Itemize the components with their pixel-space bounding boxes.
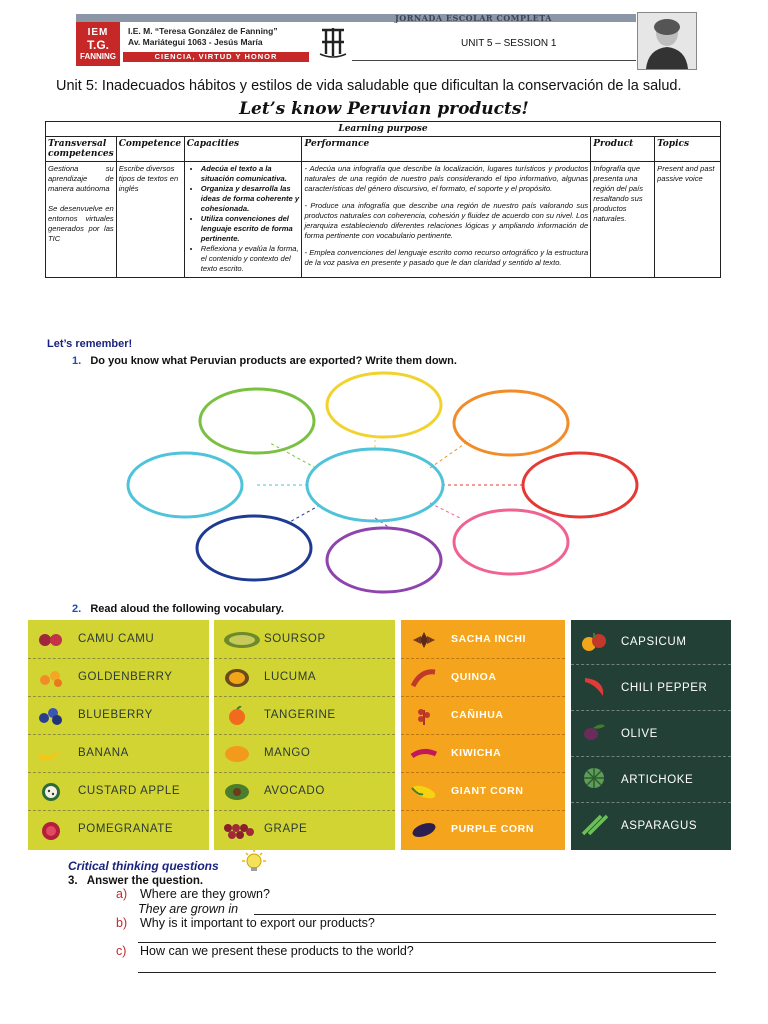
purple-corn-icon <box>409 820 439 840</box>
olive-icon <box>579 720 609 744</box>
transversal-item: Gestiona su aprendizaje de manera autónoma <box>48 164 114 193</box>
competence-cell: Escribe diversos tipos de textos en inglés <box>116 162 184 278</box>
vocab-label: CUSTARD APPLE <box>78 785 181 797</box>
vocab-label: CAMU CAMU <box>78 633 155 645</box>
artichoke-icon <box>579 766 609 790</box>
vocab-label: SACHA INCHI <box>451 633 527 645</box>
vocab-label: CAPSICUM <box>621 636 687 648</box>
answer-line[interactable] <box>138 972 716 973</box>
performance-item: - Produce una infografía que describe una región de nuestro país valorando sus productos naturales con coherencia, cohesión y fluidez de acuerdo con su nivel. Los jerarquiza estableciendo diferentes relaciones lógicas y ampliando información de forma pertinente con vocabulario pertinente. <box>304 201 589 240</box>
col-header: Capacities <box>184 137 302 162</box>
capacity-item: • Utiliza convenciones del lenguaje escrito de forma pertinente. <box>201 214 300 244</box>
vocab-label: KIWICHA <box>451 747 502 759</box>
question-number: 1. <box>72 355 82 367</box>
vocab-label: GOLDENBERRY <box>78 671 173 683</box>
page-title: Let’s know Peruvian products! <box>239 99 529 119</box>
vocab-item <box>401 696 565 735</box>
portrait-icon <box>638 13 696 69</box>
question-letter: a) <box>116 887 128 901</box>
transversal-item: Se desenvuelve en entornos virtuales generados por las TIC <box>48 204 114 243</box>
vocab-label: ASPARAGUS <box>621 820 698 832</box>
quinoa-icon <box>409 668 439 688</box>
chili-pepper-icon <box>579 674 609 698</box>
tangerine-icon <box>222 706 252 726</box>
vocab-label: SOURSOP <box>264 633 326 645</box>
lightbulb-icon <box>238 850 270 874</box>
school-info <box>128 26 278 48</box>
bubble-right[interactable] <box>523 453 637 517</box>
vocab-label: GIANT CORN <box>451 785 524 797</box>
vocab-item <box>214 734 395 773</box>
capacities-cell <box>184 162 302 278</box>
question-letter: b) <box>116 916 128 930</box>
vocabulary-panel-grains <box>401 620 565 850</box>
canihua-icon <box>409 706 439 726</box>
vocab-item <box>571 620 731 665</box>
sacha-inchi-icon <box>409 630 439 650</box>
table-header-row <box>46 137 721 162</box>
capacity-item: • Organiza y desarrolla las ideas de forma coherente y cohesionada. <box>201 184 300 214</box>
question-number: 3. <box>68 875 78 887</box>
goldenberry-icon <box>36 668 66 688</box>
question-text: How can we present these products to the world? <box>140 944 414 958</box>
capacity-item: • Adecúa el texto a la situación comunicativa. <box>201 164 300 184</box>
bubble-top-left[interactable] <box>200 389 314 453</box>
question-text: Read aloud the following vocabulary. <box>90 603 284 615</box>
connector <box>430 440 470 468</box>
vocab-item <box>401 734 565 773</box>
remember-heading: Let’s remember! <box>47 338 133 350</box>
asparagus-icon <box>579 812 609 836</box>
avocado-icon <box>222 782 252 802</box>
school-address: Av. Mariátegui 1063 - Jesús María <box>128 37 263 47</box>
capsicum-icon <box>579 630 609 654</box>
vocab-item <box>571 664 731 711</box>
capacity-item: • Reflexiona y evalúa la forma, el contenido y contexto del texto escrito. <box>201 244 300 274</box>
unit-session-label: UNIT 5 – SESSION 1 <box>461 38 557 49</box>
answer-line[interactable] <box>138 942 716 943</box>
camu-camu-icon <box>36 630 66 650</box>
bubble-left[interactable] <box>128 453 242 517</box>
col-header: Performance <box>302 137 591 162</box>
vocab-item <box>571 756 731 803</box>
performance-item: - Emplea convenciones del lenguaje escrito como recurso ortográfico y la estructura de la voz pasiva en presente y pasado que le dan claridad y sentido al texto. <box>304 248 589 267</box>
answer-line[interactable] <box>254 914 716 915</box>
vocab-item <box>28 810 209 848</box>
vocab-item <box>401 772 565 811</box>
bubble-center[interactable] <box>307 449 443 521</box>
kiwicha-icon <box>409 744 439 764</box>
col-header: Transversal competences <box>46 137 117 162</box>
answer-start: They are grown in <box>138 902 239 916</box>
vocab-item <box>28 658 209 697</box>
vocab-item <box>28 620 209 659</box>
table-purpose-row <box>46 122 721 137</box>
bubble-diagram <box>120 368 650 598</box>
topics-cell: Present and past passive voice <box>655 162 721 278</box>
school-motto: CIENCIA, VIRTUD Y HONOR <box>123 52 309 62</box>
learning-purpose-table <box>45 121 721 278</box>
vocab-label: CAÑIHUA <box>451 709 504 721</box>
school-logo <box>76 22 120 66</box>
critical-thinking-heading: Critical thinking questions <box>68 859 219 873</box>
vocab-item <box>214 772 395 811</box>
transversal-cell <box>46 162 117 278</box>
logo-line-1: IEM <box>87 27 109 38</box>
vocab-item <box>401 620 565 659</box>
vocabulary-panel-fruits-2 <box>214 620 395 850</box>
banana-icon <box>36 744 66 764</box>
vocab-label: QUINOA <box>451 671 497 683</box>
vocab-item <box>214 658 395 697</box>
vocab-label: PURPLE CORN <box>451 823 535 835</box>
logo-line-3: FANNING <box>80 52 116 61</box>
question-1 <box>72 355 457 367</box>
custard-apple-icon <box>36 782 66 802</box>
performance-cell <box>302 162 591 278</box>
purpose-label: Learning purpose <box>46 122 721 137</box>
blueberry-icon <box>36 706 66 726</box>
grape-icon <box>222 820 256 840</box>
bubble-top[interactable] <box>327 373 441 437</box>
lucuma-icon <box>222 668 252 688</box>
vocab-label: OLIVE <box>621 728 658 740</box>
school-name: I.E. M. “Teresa González de Fanning” <box>128 26 278 36</box>
question-text: Why is it important to export our products? <box>140 916 375 930</box>
col-header: Competence <box>116 137 184 162</box>
question-number: 2. <box>72 603 82 615</box>
vocab-label: ARTICHOKE <box>621 774 694 786</box>
header-divider <box>352 60 636 61</box>
unit-title: Unit 5: Inadecuados hábitos y estilos de vida saludable que dificultan la conservación de la salud. <box>56 78 682 94</box>
connector <box>288 505 320 523</box>
vocab-item <box>401 810 565 848</box>
question-a <box>116 887 270 901</box>
vocab-label: AVOCADO <box>264 785 325 797</box>
question-3 <box>68 875 203 887</box>
question-text: Do you know what Peruvian products are exported? Write them down. <box>90 355 457 367</box>
vocabulary-panel-vegetables <box>571 620 731 850</box>
vocab-item <box>28 696 209 735</box>
vocab-label: GRAPE <box>264 823 308 835</box>
giant-corn-icon <box>409 782 439 802</box>
connector <box>430 503 460 518</box>
vocab-label: CHILI PEPPER <box>621 682 708 694</box>
vocab-label: POMEGRANATE <box>78 823 174 835</box>
bubble-bottom-right[interactable] <box>454 510 568 574</box>
soursop-icon <box>222 630 262 650</box>
question-b <box>116 916 375 930</box>
vocab-label: TANGERINE <box>264 709 336 721</box>
vocab-label: LUCUMA <box>264 671 317 683</box>
vocab-item <box>214 620 395 659</box>
mango-icon <box>222 744 252 764</box>
question-text: Answer the question. <box>86 875 204 887</box>
header-band <box>76 14 636 22</box>
vocab-item <box>401 658 565 697</box>
question-c <box>116 944 414 958</box>
vocab-label: MANGO <box>264 747 311 759</box>
vocab-item <box>28 772 209 811</box>
question-2 <box>72 603 284 615</box>
portrait-image <box>637 12 697 70</box>
table-row <box>46 162 721 278</box>
question-text: Where are they grown? <box>140 887 270 901</box>
emblem-icon <box>318 24 348 60</box>
product-cell: Infografía que presenta una región del país resaltando sus productos naturales. <box>591 162 655 278</box>
vocab-label: BANANA <box>78 747 129 759</box>
col-header: Topics <box>655 137 721 162</box>
bubble-bottom[interactable] <box>327 528 441 592</box>
logo-line-2: T.G. <box>86 38 109 52</box>
vocabulary-panel-fruits <box>28 620 209 850</box>
question-letter: c) <box>116 944 127 958</box>
pomegranate-icon <box>36 820 66 840</box>
vocab-item <box>214 696 395 735</box>
header-band-text: JORNADA ESCOLAR COMPLETA <box>395 13 552 23</box>
performance-item: - Adecúa una infografía que describe la localización, lugares turísticos y productos naturales de una región de nuestro país considerando el tipo informativo, algunas características del género discursivo, el formato, el soporte y el propósito. <box>304 164 589 193</box>
col-header: Product <box>591 137 655 162</box>
vocab-item <box>571 802 731 850</box>
bubble-bottom-left[interactable] <box>197 516 311 580</box>
vocab-item <box>571 710 731 757</box>
bubble-top-right[interactable] <box>454 391 568 455</box>
vocab-label: BLUEBERRY <box>78 709 153 721</box>
vocab-item <box>214 810 395 848</box>
vocab-item <box>28 734 209 773</box>
